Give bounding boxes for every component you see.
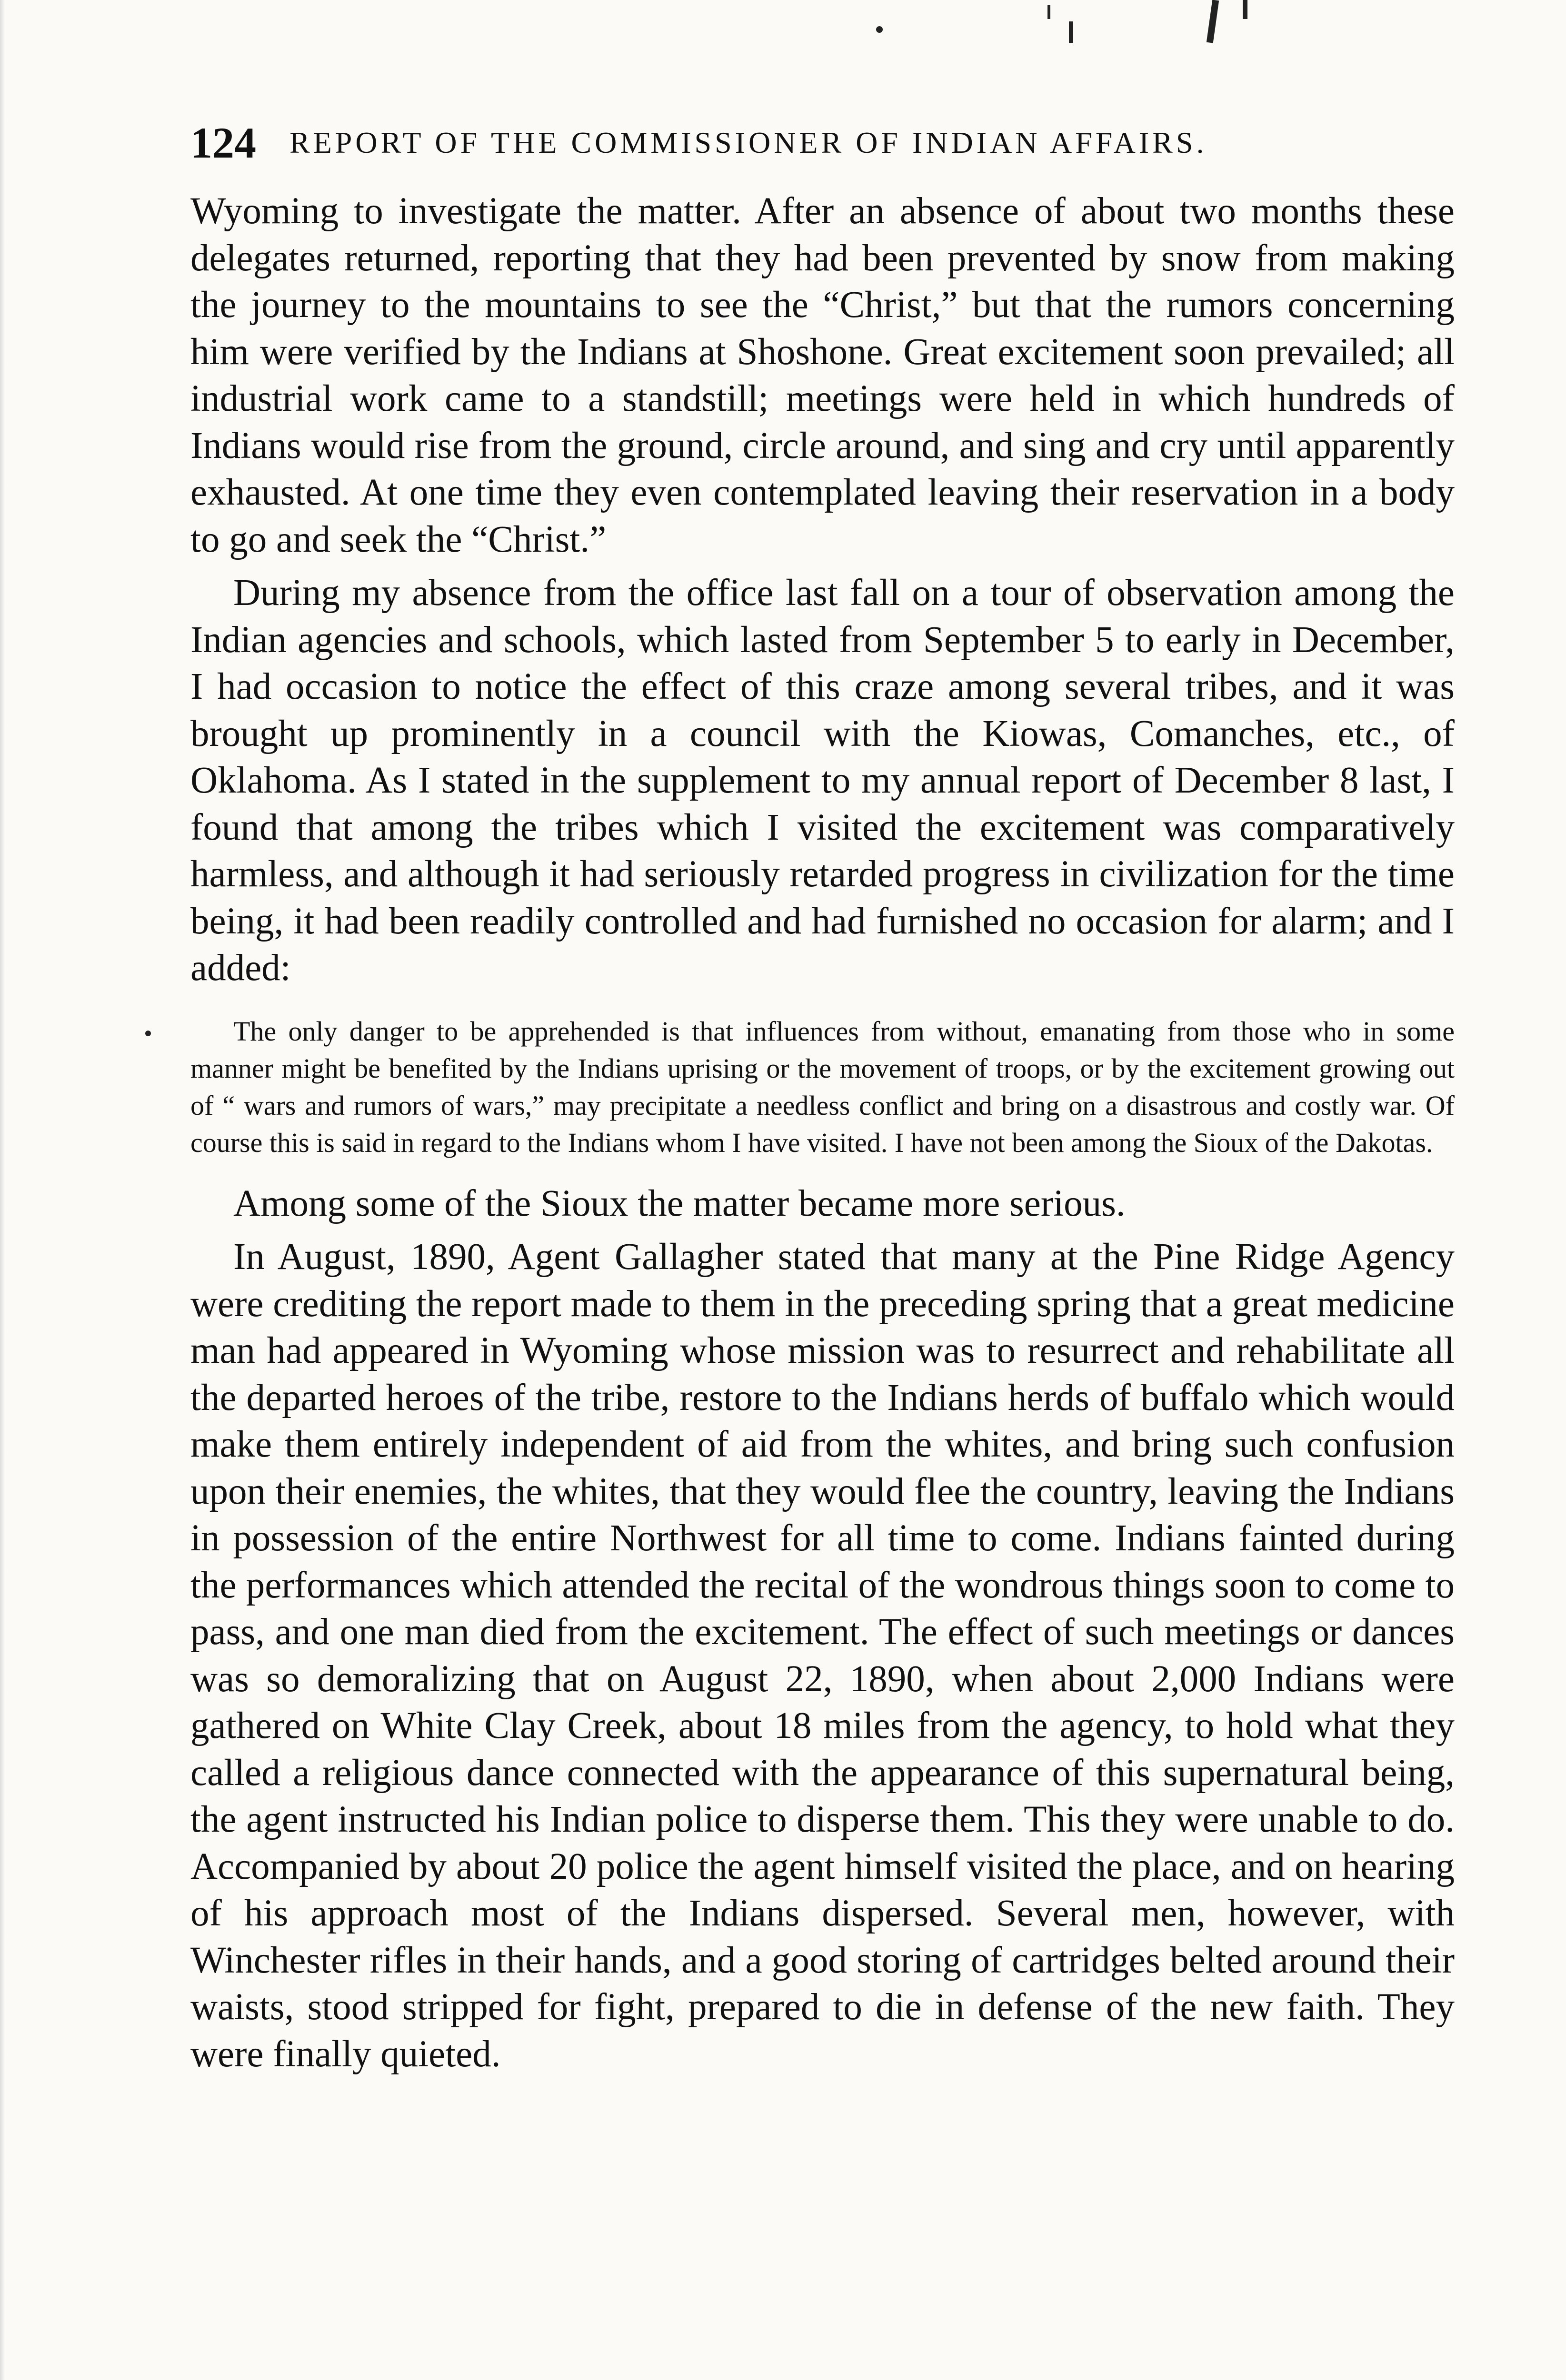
scan-artifact <box>1207 0 1219 43</box>
page-body <box>190 188 1455 2078</box>
scan-artifact <box>1069 21 1073 43</box>
scan-artifact <box>876 26 883 33</box>
scan-artifact <box>1243 0 1247 19</box>
running-title: REPORT OF THE COMMISSIONER OF INDIAN AFFAIRS. <box>289 126 1207 159</box>
block-quote: The only danger to be apprehended is that influences from without, emanating from those who in some manner might be benefited by the Indians uprising or the movement of troops, or by the excitement growing out of “ wars and rumors of wars,” may precipitate a needless conflict and bring on a disastrous and costly war. Of course this is said in regard to the Indians whom I have visited. I have not been among the Sioux of the Dakotas. <box>190 1015 1455 1158</box>
scan-edge-shadow <box>0 0 5 2380</box>
page-header <box>190 107 1357 178</box>
page-number: 124 <box>190 119 256 167</box>
paragraph-continuation: Wyoming to investigate the matter. After an absence of about two months these delegates returned, reporting that they had been prevented by snow from making the journey to the mountains to see the “Christ,” but that the rumors concerning him were verified by the Indians at Shoshone. Great excitement soon prevailed; all industrial work came to a standstill; meetings were held in which hundreds of Indians would rise from the ground, circle around, and sing and cry until apparently exhausted. At one time they even contemplated leaving their reservation in a body to go and seek the “Christ.” <box>190 190 1455 560</box>
paragraph-sioux: Among some of the Sioux the matter became more serious. <box>233 1182 1126 1224</box>
paragraph-absence-tour: During my absence from the office last fall on a tour of observation among the Indian agencies and schools, which lasted from September 5 to early in December, I had occasion to notice the effect of this craze among several tribes, and it was brought up prominently in a council with the Kiowas, Comanches, etc., of Oklahoma. As I stated in the supplement to my annual report of December 8 last, I found that among the tribes which I visited the excitement was comparatively harmless, and although it had seriously retarded progress in civilization for the time being, it had been readily controlled and had furnished no occasion for alarm; and I added: <box>190 572 1455 989</box>
scan-artifact <box>145 1031 151 1036</box>
paragraph-pine-ridge: In August, 1890, Agent Gallagher stated that many at the Pine Ridge Agency were crediting the report made to them in the preceding spring that a great medicine man had appeared in Wyoming whose mission was to resurrect and rehabilitate all the departed heroes of the tribe, restore to the Indians herds of buffalo which would make them entirely independent of aid from the whites, and bring such confusion upon their enemies, the whites, that they would flee the country, leaving the Indians in possession of the entire Northwest for all time to come. Indians fainted during the performances which attended the recital of the wondrous things soon to come to pass, and one man died from the excitement. The effect of such meetings or dances was so demoralizing that on August 22, 1890, when about 2,000 Indians were gathered on White Clay Creek, about 18 miles from the agency, to hold what they called a religious dance connected with the appearance of this supernatural being, the agent instructed his Indian police to disperse them. This they were unable to do. Accompanied by about 20 police the agent himself visited the place, and on hearing of his approach most of the Indians dispersed. Several men, however, with Winchester rifles in their hands, and a good storing of cartridges belted around their waists, stood stripped for fight, prepared to die in defense of the new faith. They were finally quieted. <box>190 1236 1455 2075</box>
scan-artifact <box>1047 5 1050 19</box>
